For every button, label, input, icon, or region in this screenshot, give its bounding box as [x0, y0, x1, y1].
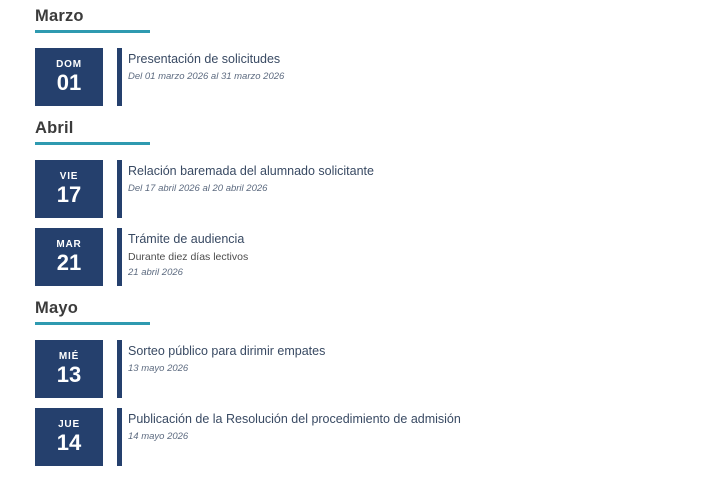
event-day-number: 14: [56, 430, 82, 455]
event-title: Presentación de solicitudes: [128, 52, 281, 66]
event-day-number: 21: [56, 250, 82, 275]
event-day-abbreviation: DOM: [56, 59, 82, 70]
event-day-number: 17: [56, 182, 82, 207]
event-day-abbreviation: VIE: [59, 171, 79, 182]
event-text: [128, 48, 284, 106]
event-text: [128, 408, 461, 466]
event-date-box: [35, 340, 103, 398]
event-text: [128, 340, 325, 398]
event-title: Trámite de audiencia: [128, 232, 245, 246]
event-day-abbreviation: MIÉ: [58, 351, 80, 362]
month-heading: Abril: [35, 118, 150, 145]
event-card: [35, 340, 717, 398]
event-day-abbreviation: JUE: [58, 419, 80, 430]
admission-timeline: [35, 6, 717, 466]
event-list: [35, 340, 717, 466]
event-accent-bar: [117, 340, 122, 398]
month-section: [35, 298, 717, 466]
event-title: Relación baremada del alumnado solicitante: [128, 164, 374, 178]
event-date-note: Del 01 marzo 2026 al 31 marzo 2026: [128, 71, 285, 82]
event-accent-bar: [117, 160, 122, 218]
event-title: Sorteo público para dirimir empates: [128, 344, 326, 358]
event-day-number: 13: [56, 362, 82, 387]
event-date-note: 14 mayo 2026: [128, 431, 189, 442]
event-date-note: 13 mayo 2026: [128, 363, 189, 374]
month-section: [35, 6, 717, 106]
event-date-box: [35, 228, 103, 286]
event-card: [35, 160, 717, 218]
month-heading: Mayo: [35, 298, 150, 325]
event-list: [35, 160, 717, 286]
event-card: [35, 48, 717, 106]
event-date-box: [35, 160, 103, 218]
event-list: [35, 48, 717, 106]
event-description: Durante diez días lectivos: [128, 251, 249, 263]
event-title: Publicación de la Resolución del procedimiento de admisión: [128, 412, 461, 426]
month-heading: Marzo: [35, 6, 150, 33]
event-date-note: Del 17 abril 2026 al 20 abril 2026: [128, 183, 268, 194]
event-text: [128, 228, 248, 286]
event-date-box: [35, 48, 103, 106]
event-accent-bar: [117, 48, 122, 106]
event-date-box: [35, 408, 103, 466]
event-accent-bar: [117, 408, 122, 466]
event-accent-bar: [117, 228, 122, 286]
event-date-note: 21 abril 2026: [128, 267, 183, 278]
event-card: [35, 228, 717, 286]
event-day-number: 01: [56, 70, 82, 95]
event-day-abbreviation: MAR: [56, 239, 82, 250]
event-card: [35, 408, 717, 466]
event-text: [128, 160, 374, 218]
month-section: [35, 118, 717, 286]
